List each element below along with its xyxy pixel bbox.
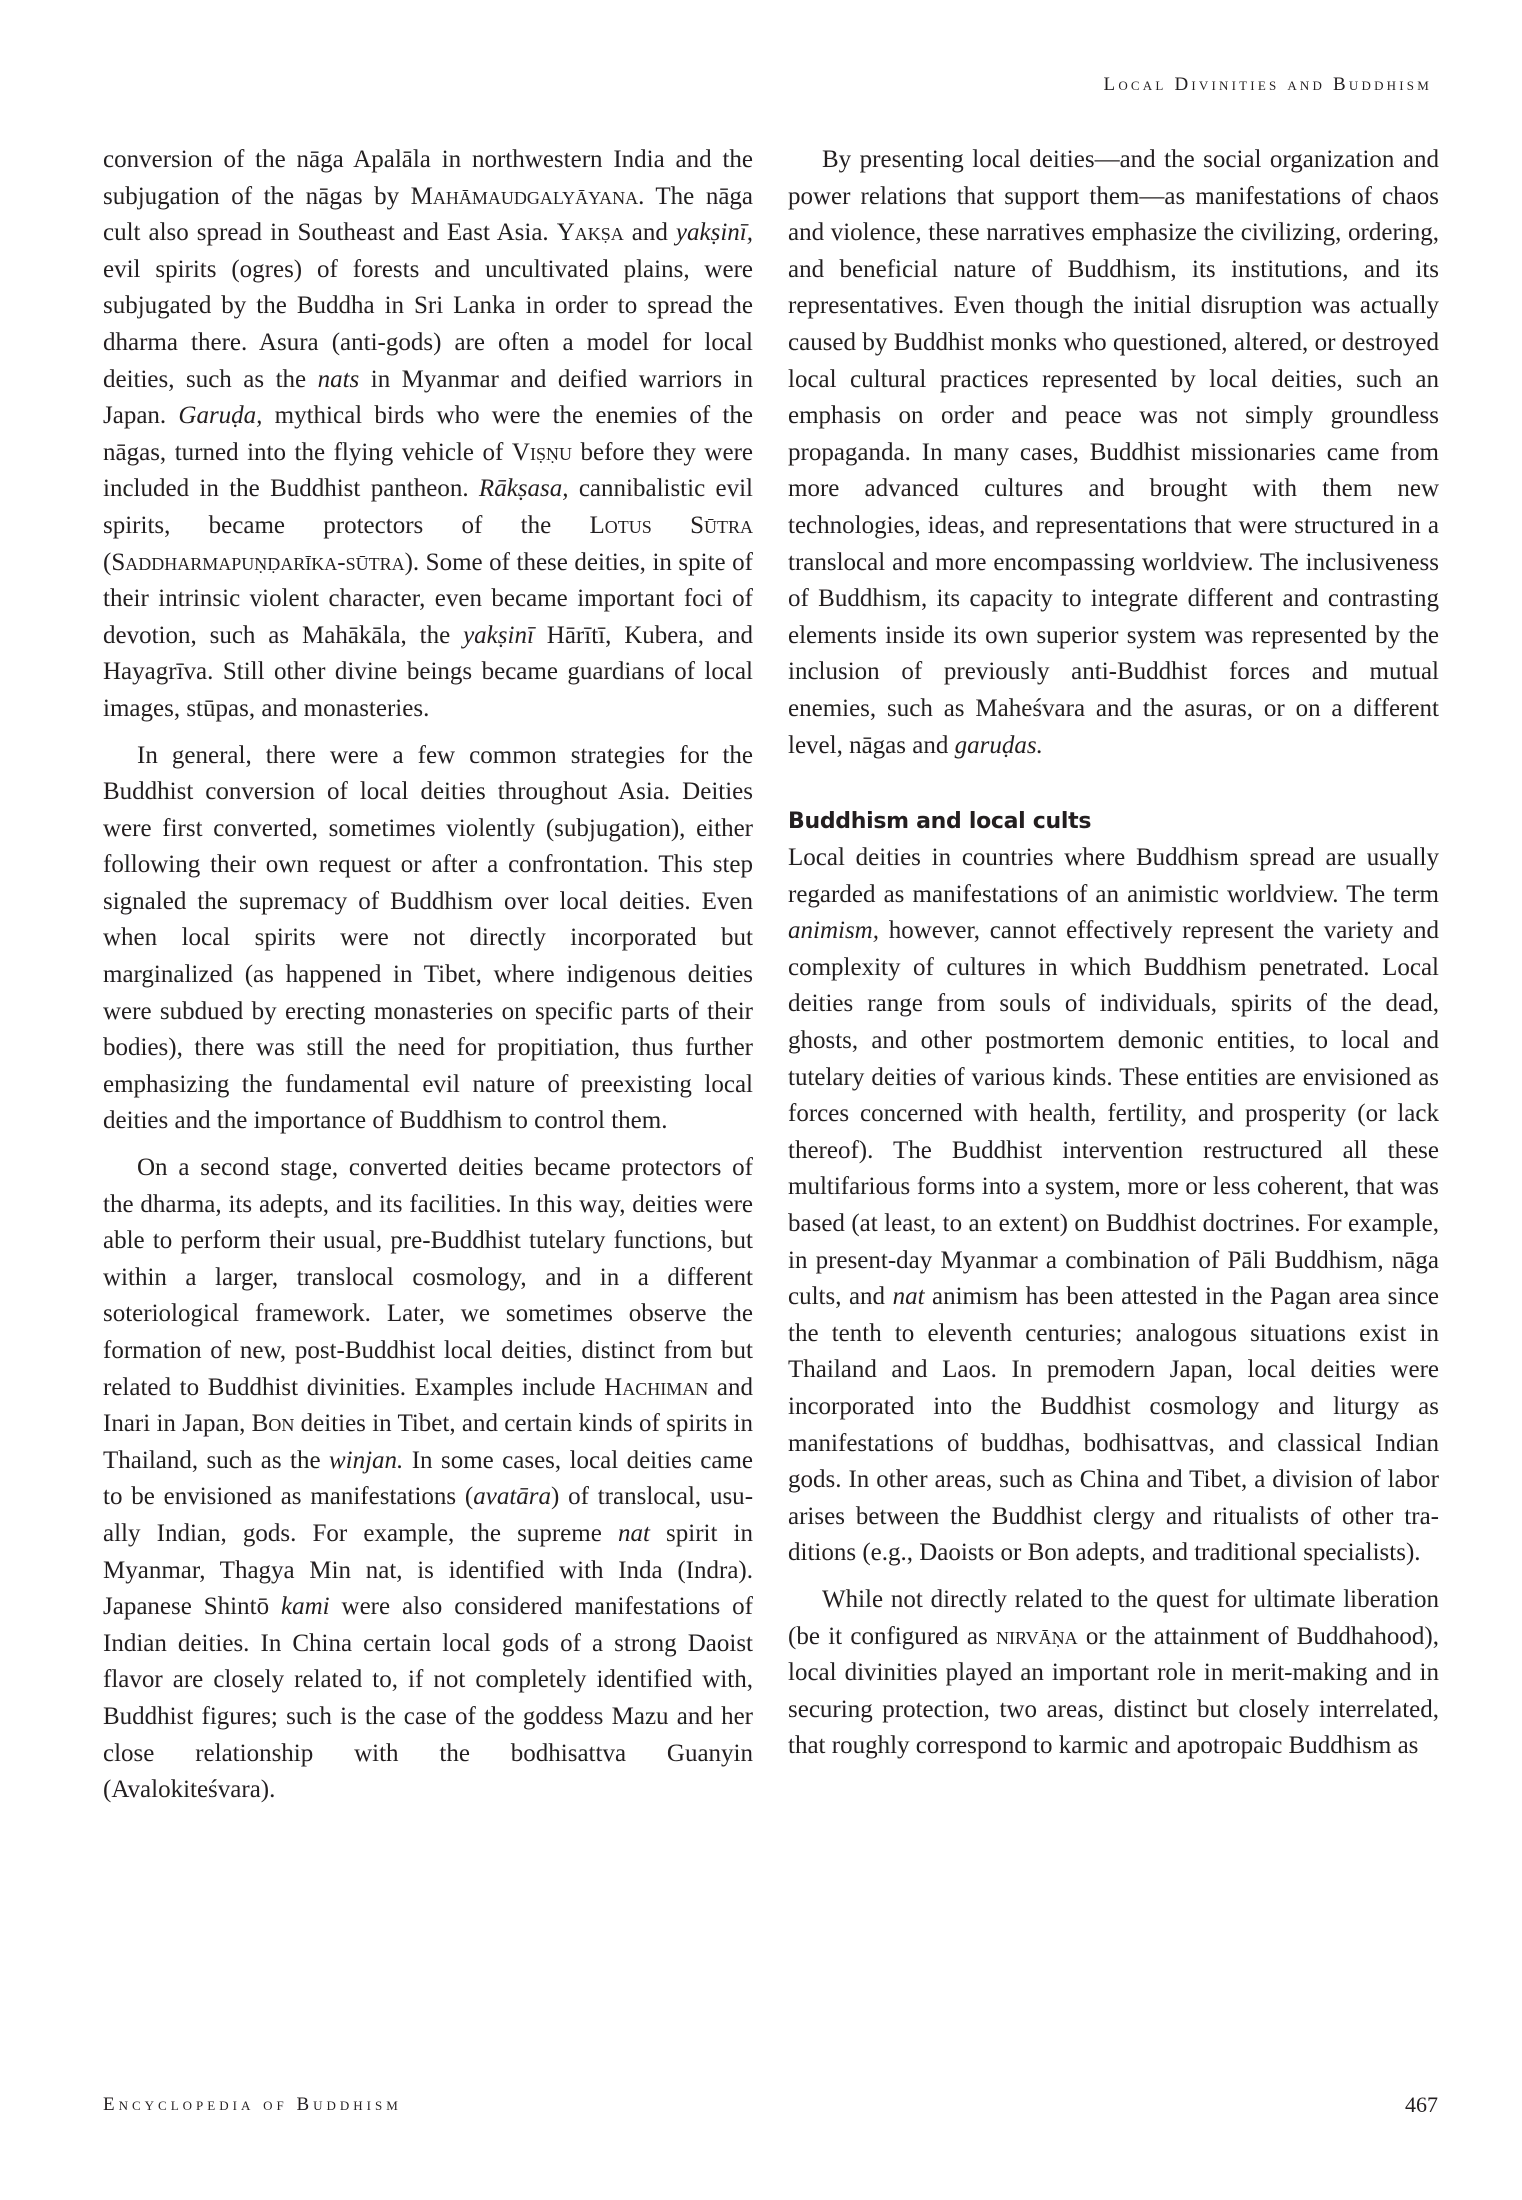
italic-term: yakṣinī	[463, 621, 534, 649]
paragraph: Local deities in countries where Buddhism spread are usually regarded as manifestations of an animistic worldview. The term animism, however, cannot effectively represent the variety and complexity of cultures in which Buddhism penetrated. Local deities range from souls of individuals, spirits of the dead, ghosts, and other postmortem demonic entities, to local and tutelary deities of various kinds. These entities are envisioned as forces concerned with health, fertility, and prosperity (or lack thereof). The Buddhist intervention restructured all these multifarious forms into a system, more or less coherent, that was based (at least, to an extent) on Buddhist doctrines. For example, in present-day Myanmar a combination of Pāli Buddhism, nāga cults, and nat animism has been attested in the Pagan area since the tenth to eleventh centuries; analogous situations exist in Thailand and Laos. In premodern Japan, local deities were incorporated into the Buddhist cosmology and liturgy as manifestations of buddhas, bodhisattvas, and classical Indian gods. In other areas, such as China and Tibet, a division of labor arises between the Buddhist clergy and ritualists of other traditions (e.g., Daoists or Bon adepts, and traditional specialists).	[788, 844, 1439, 1567]
section-heading: Buddhism and local cults	[788, 809, 1092, 835]
italic-term: nat	[892, 1283, 925, 1311]
italic-term: Garuḍa,	[178, 402, 263, 430]
paragraph: conversion of the nāga Apalāla in northwestern India and the subjugation of the nāgas by Mahāmaudgalyāyana. The nāga cult also spread in Southeast and East Asia. Yakṣa and yakṣinī, evil spirits (ogres) of forests and uncultivated plains, were subjugated by the Buddha in Sri Lanka in order to spread the dharma there. Asura (anti-gods) are often a model for local deities, such as the nats in Myanmar and deified warriors in Japan. Garuḍa, mythical birds who were the enemies of the nāgas, turned into the flying vehicle of Viṣṇu before they were included in the Buddhist pantheon. Rākṣasa, cannibalistic evil spirits, became protectors of the Lotus Sūtra (Saddharmapuṇḍarīka-sūtra). Some of these deities, in spite of their intrinsic violent character, even became important foci of devotion, such as Mahākāla, the yakṣinī Hārītī, Kubera, and Hayagrīva. Still other divine beings became guardians of local images, stūpas, and monasteries.	[103, 146, 754, 722]
italic-term: nats	[317, 365, 360, 393]
cross-reference: nirvāṇa	[996, 1622, 1078, 1650]
italic-term: avatāra	[473, 1483, 552, 1511]
paragraph: By presenting local deities—and the social organization and power relations that support them—as manifestations of chaos and violence, these narratives emphasize the civilizing, ordering, and beneficial nature of Buddhism, its institutions, and its representatives. Even though the initial disruption was actually caused by Buddhist monks who questioned, altered, or destroyed local cultural practices represented by local deities, such an emphasis on order and peace was not simply groundless propaganda. In many cases, Buddhist missionaries came from more advanced cultures and brought with them new technologies, ideas, and representations that were structured in a translocal and more encompassing worldview. The inclusiveness of Buddhism, its capacity to integrate different and contrasting elements inside its own superior system was represented by the inclusion of previously anti-Buddhist forces and mutual enemies, such as Maheśvara and the asuras, or on a different level, nāgas and garuḍas.	[788, 146, 1439, 759]
paragraph: In general, there were a few common strategies for the Buddhist conversion of local deities throughout Asia. Deities were first converted, sometimes violently (subjugation), either following their own request or after a confrontation. This step signaled the supremacy of Buddhism over local deities. Even when local spirits were not directly incorporated but marginalized (as happened in Tibet, where indigenous deities were subdued by erecting monasteries on specific parts of their bodies), there was still the need for propitiation, thus further emphasizing the fundamental evil nature of preexisting local deities and the importance of Buddhism to control them.	[103, 741, 753, 1135]
italic-term: Rākṣasa,	[478, 475, 569, 503]
italic-term: kami	[281, 1593, 330, 1621]
cross-reference: Saddharmapuṇḍarīka-sūtra	[111, 548, 405, 576]
paragraph: While not directly related to the quest for ultimate liberation (be it configured as nirvāṇa or the attainment of Buddhahood), local divinities played an important role in merit-making and in securing protection, two areas, distinct but closely interrelated, that roughly correspond to karmic and apotropaic Buddhism as	[788, 1585, 1439, 1760]
cross-reference: Viṣṇu	[511, 438, 572, 466]
cross-reference: Mahāmaudgalyāyana	[410, 182, 639, 210]
italic-term: nat	[617, 1519, 650, 1547]
footer-title: Encyclopedia of Buddhism	[103, 2094, 402, 2115]
italic-term: yakṣinī,	[675, 219, 753, 247]
paragraph: On a second stage, converted deities became protectors of the dharma, its adepts, and its facilities. In this way, deities were able to perform their usual, pre-Buddhist tutelary functions, but within a larger, translocal cosmology, and in a different soteriological framework. Later, we sometimes observe the formation of new, post-Buddhist local deities, distinct from but related to Buddhist divinities. Examples include Hachiman and Inari in Japan, Bon deities in Tibet, and certain kinds of spirits in Thailand, such as the winjan. In some cases, local deities came to be envisioned as manifestations (avatāra) of translocal, usually Indian, gods. For example, the supreme nat spirit in Myanmar, Thagya Min nat, is identified with Inda (Indra). Japanese Shintō kami were also considered manifestations of Indian deities. In China certain local gods of a strong Daoist flavor are closely related to, if not completely identified with, Buddhist figures; such is the case of the goddess Mazu and her close relationship with the bodhisattva Guanyin (Avalokiteśvara).	[103, 1154, 754, 1804]
cross-reference: Yakṣa	[556, 219, 624, 247]
italic-term: animism,	[788, 917, 879, 945]
page-number: 467	[1405, 2092, 1438, 2117]
cross-reference: Lotus Sūtra	[589, 511, 753, 539]
right-column	[788, 142, 1439, 1775]
italic-term: garuḍas.	[954, 731, 1043, 759]
italic-term: winjan.	[328, 1446, 404, 1474]
running-head: Local Divinities and Buddhism	[1103, 74, 1432, 95]
cross-reference: Hachiman	[604, 1373, 709, 1401]
cross-reference: Bon	[251, 1410, 295, 1438]
left-column	[103, 142, 753, 1819]
